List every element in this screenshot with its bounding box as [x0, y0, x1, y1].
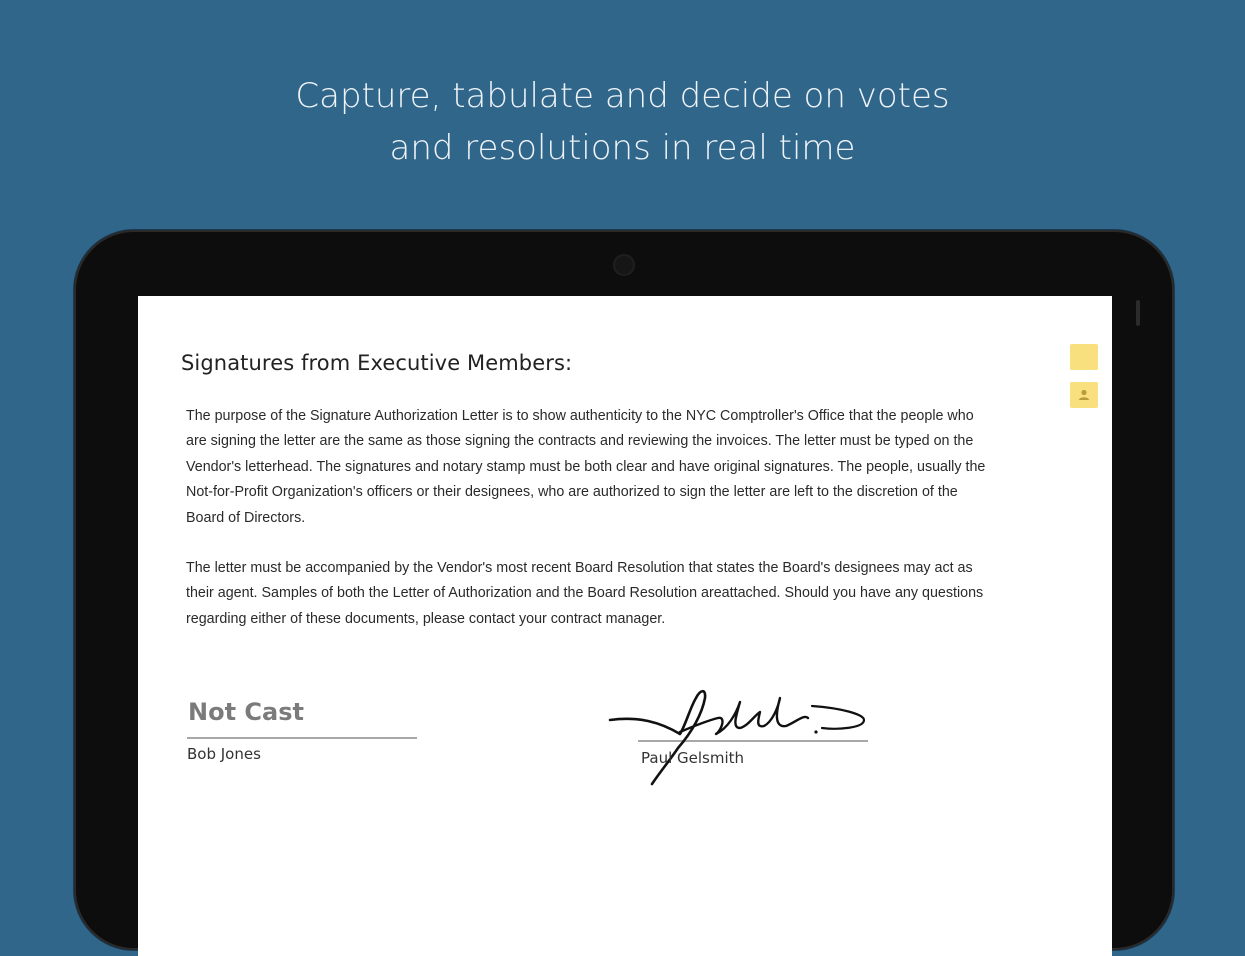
signer-name: Bob Jones	[187, 745, 261, 763]
paragraph-line: The letter must be accompanied by the Vendor's most recent Board Resolution that states the Board's designees may act as	[186, 560, 973, 576]
user-icon	[1076, 387, 1092, 403]
headline	[0, 70, 1245, 174]
paragraph-line: regarding either of these documents, please contact your contract manager.	[186, 610, 666, 627]
paragraph-line: Board of Directors.	[186, 509, 306, 526]
tablet-frame	[74, 230, 1174, 950]
document-paragraph-1	[186, 404, 1066, 531]
camera-icon	[613, 254, 635, 276]
signature-line	[187, 737, 417, 739]
paragraph-line: their agent. Samples of both the Letter of Authorization and the Board Resolution areattached. Should you have any questions	[186, 585, 984, 602]
headline-line-1: Capture, tabulate and decide on votes	[295, 76, 950, 116]
headline-line-2: and resolutions in real time	[389, 128, 856, 168]
paragraph-line: Vendor's letterhead. The signatures and notary stamp must be both clear and have original signatures. The people, usually the	[186, 458, 986, 475]
sticky-note-icon[interactable]	[1070, 344, 1098, 370]
document-screen[interactable]	[138, 296, 1112, 956]
paragraph-line: Not-for-Profit Organization's officers or their designees, who are authorized to sign the letter are left to the discretion of the	[186, 484, 958, 501]
signer-name: Paul Gelsmith	[641, 749, 745, 767]
side-button	[1136, 300, 1140, 326]
paragraph-line: are signing the letter are the same as those signing the contracts and reviewing the invoices. The letter must be typed on the	[186, 433, 974, 450]
handwritten-signature-icon	[608, 676, 878, 786]
document-paragraph-2	[186, 556, 1066, 632]
document-title: Signatures from Executive Members:	[181, 351, 573, 375]
user-note-icon[interactable]	[1070, 382, 1098, 408]
signature-slot-paul-gelsmith[interactable]	[608, 676, 878, 786]
paragraph-line: The purpose of the Signature Authorization Letter is to show authenticity to the NYC Comptroller's Office that the people who	[186, 408, 974, 424]
signature-slot-bob-jones[interactable]	[187, 696, 417, 776]
vote-status-not-cast: Not Cast	[188, 698, 304, 726]
